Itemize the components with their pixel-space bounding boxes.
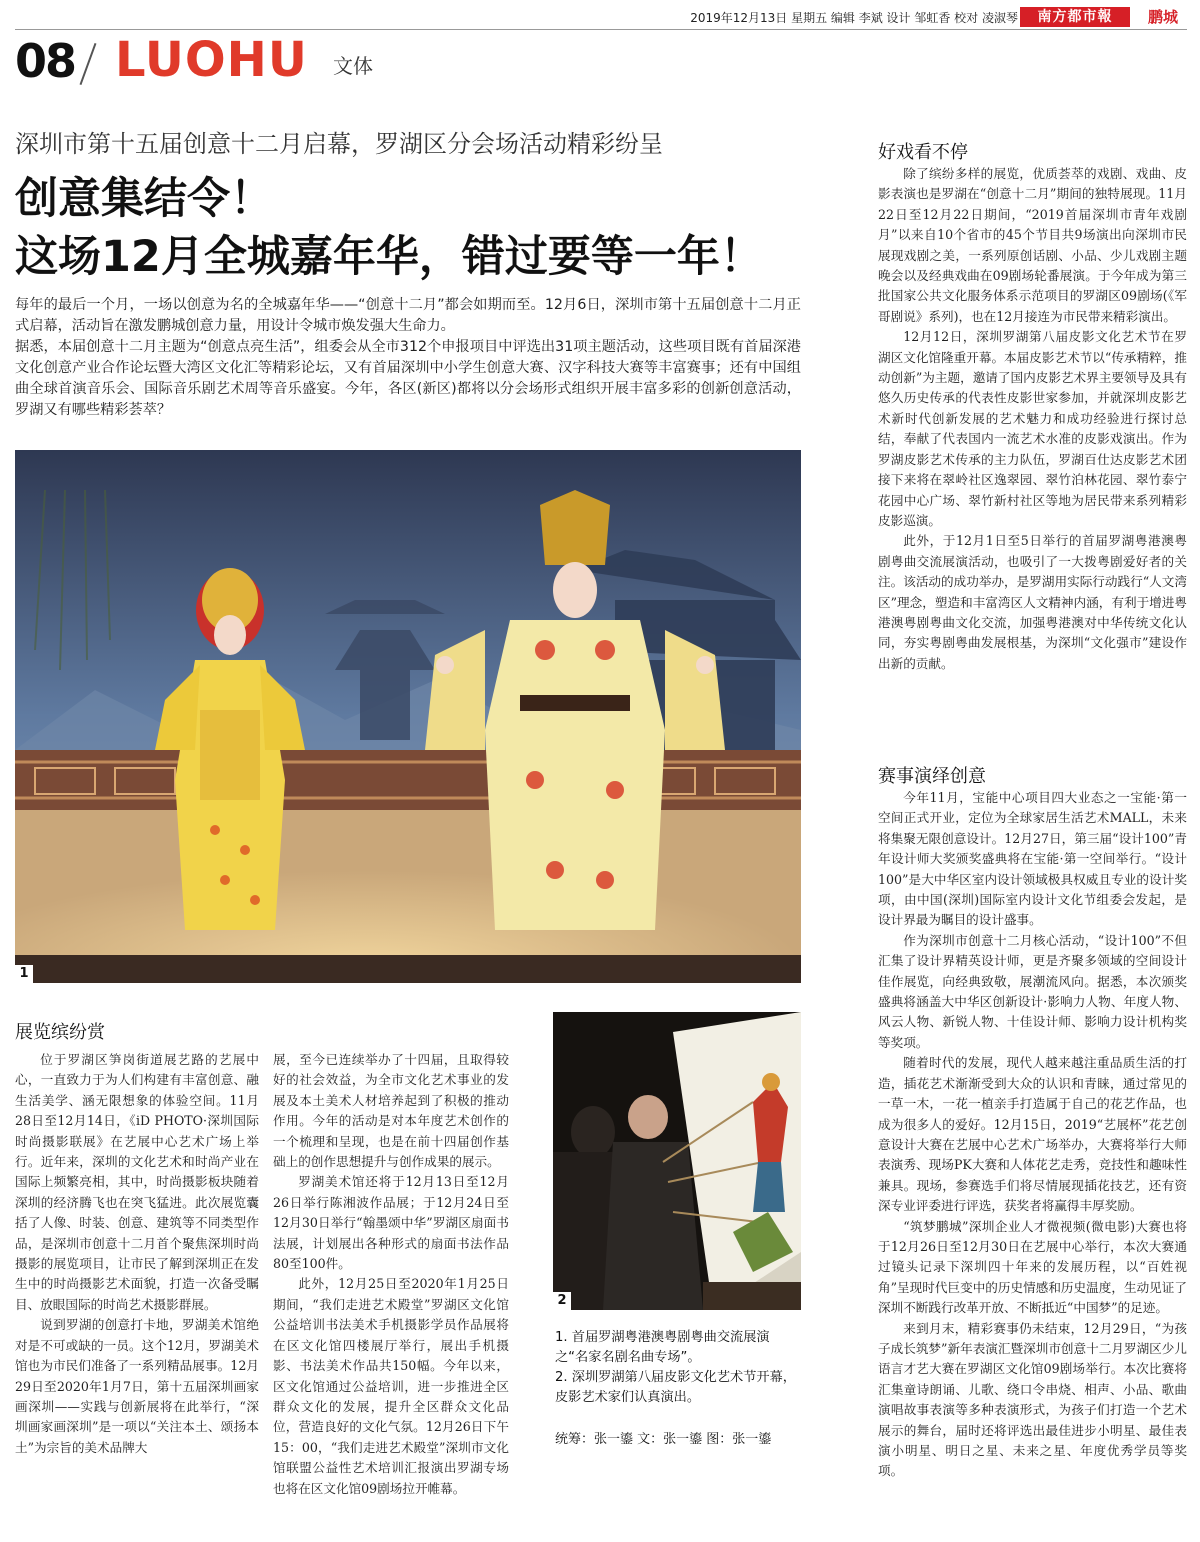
photo-captions [555,1328,801,1408]
headline-line-1: 创意集结令！ [15,174,273,224]
body-paragraph: 罗湖美术馆还将于12月13日至12月26日举行陈湘波作品展；于12月24日至12月30日举行“翰墨颂中华”罗湖区扇面书法展，计划展出各种形式的扇面书法作品80至100件。 [273,1174,509,1272]
section-topic: 文体 [333,54,373,78]
page-number: 08 [15,34,76,88]
exhibition-column-1 [15,1050,259,1458]
body-paragraph: 随着时代的发展，现代人越来越注重品质生活的打造，插花艺术渐渐受到大众的认识和青睐，通过常见的一草一木，一花一植亲手打造属于自己的花艺作品，也成为很多人的爱好。12月15日，2019“艺展杯”花艺创意设计大赛在艺展中心艺术广场举办，大赛将举行大师表演秀、现场PK大赛和人体花艺走秀，竞技性和趣味性兼具。现场，参赛选手们将尽情展现插花技艺，还有资深专业评委进行评选，获奖者将赢得丰厚奖励。 [878,1055,1187,1214]
top-bar [0,0,1200,30]
body-paragraph: 12月12日，深圳罗湖第八届皮影文化艺术节在罗湖区文化馆隆重开幕。本届皮影艺术节以“传承精粹，推动创新”为主题，邀请了国内皮影艺术界主要领导及具有悠久历史传承的代表性皮影世家参加，并就深圳皮影艺术新时代创新发展的艺术魅力和成功经验进行探讨总结，奉献了代表国内一流艺术水准的皮影戏演出。作为罗湖皮影艺术传承的主力队伍，罗湖百仕达皮影艺术团接下来将在翠岭社区逸翠园、翠竹泊林花园、翠竹泰宁花园中心广场、翠竹新村社区等地为居民带来系列精彩皮影巡演。 [878,329,1187,528]
body-paragraph: 位于罗湖区笋岗街道展艺路的艺展中心，一直致力于为人们构建有丰富创意、融生活美学、涵无限想象的体验空间。11月28日至12月14日，《iD PHOTO·深圳国际时尚摄影联展》在艺展中心艺术广场上举行。近年来，深圳的文化艺术和时尚产业在国际上频繁亮相，其中，时尚摄影板块随着深圳的经济腾飞也在突飞猛进。此次展览囊括了人像、时装、创意、建筑等不同类型作品，是深圳市创意十二月首个聚焦深圳时尚摄影的展览项目，让市民了解到深圳正在发生中的时尚摄影艺术面貌，打造一次备受瞩目、放眼国际的时尚艺术摄影群展。 [15,1052,259,1312]
body-paragraph: 展，至今已连续举办了十四届，且取得较好的社会效益，为全市文化艺术事业的发展及本土美术人材培养起到了积极的推动作用。今年的活动是对本年度艺术创作的一个梳理和呈现，也是在前十四届创作基础上的创作思想提升与创作成果的展示。 [273,1052,509,1170]
issue-meta: 2019年12月13日 星期五 编辑 李斌 设计 邹虹香 校对 凌淑琴 [690,11,1018,25]
body-paragraph: 说到罗湖的创意打卡地，罗湖美术馆绝对是不可或缺的一员。这个12月，罗湖美术馆也为市民们准备了一系列精品展事。12月29日至2020年1月7日，第十五届深圳画家画深圳——实践与创新展将在此举行，“深圳画家画深圳”是一项以“关注本土、颂扬本土”为宗旨的美术品牌大 [15,1317,259,1455]
caption-1: 1. 首届罗湖粤港澳粤剧粤曲交流展演之“名家名剧名曲专场”。 [555,1330,770,1365]
supplement-logo: 鹏城 [1147,8,1178,26]
body-paragraph: 此外，于12月1日至5日举行的首届罗湖粤港澳粤剧粤曲交流展演活动，也吸引了一大拨粤剧爱好者的关注。该活动的成功举办，是罗湖用实际行动践行“人文湾区”理念，塑造和丰富湾区人文精神内涵，有利于增进粤港澳粤剧粤曲文化交流，加强粤港澳对中华传统文化认同，夯实粤剧粤曲发展根基，为深圳“文化强市”建设作出新的贡献。 [878,533,1187,671]
lead-paragraph: 据悉，本届创意十二月主题为“创意点亮生活”，组委会从全市312个申报项目中评选出31项主题活动，这些项目既有首届深港文化创意产业合作论坛暨大湾区文化汇等精彩论坛，又有首届深圳中小学生创意大赛、汉字科技大赛等丰富赛事；还有中国组曲全球首演音乐会、国际音乐剧艺术周等音乐盛宴。今年，各区(新区)都将以分会场形式组织开展丰富多彩的创新创意活动，罗湖又有哪些精彩荟萃？ [15,339,801,418]
section-title-contests: 赛事演绎创意 [878,766,986,787]
photo-number-tag: 2 [553,1292,571,1310]
shadow-puppet-photo [553,1012,801,1310]
exhibition-column-2 [273,1050,509,1499]
article-credits: 统筹：张一鎏 文：张一鎏 图：张一鎏 [555,1432,772,1447]
article-lead [15,295,801,421]
shows-column [878,164,1187,674]
lead-paragraph: 每年的最后一个月，一场以创意为名的全城嘉年华——“创意十二月”都会如期而至。12月6日，深圳市第十五届创意十二月正式启幕，活动旨在激发鹏城创意力量，用设计令城市焕发强大生命力。 [15,297,801,334]
article-headline [15,170,815,286]
newspaper-logo: 南方都市報 [1020,7,1130,27]
section-name: LUOHU [115,32,308,88]
body-paragraph: 除了缤纷多样的展览，优质荟萃的戏剧、戏曲、皮影表演也是罗湖在“创意十二月”期间的独特展现。11月22日至12月22日期间，“2019首届深圳市青年戏剧月”以来自10个省市的45个节目共9场演出向深圳市民展现戏剧之美，一系列原创话剧、小品、少儿戏剧主题晚会以及经典戏曲在09剧场轮番展演。于今年成为第三批国家公共文化服务体系示范项目的罗湖区09剧场(《军哥剧说》系列)，也在12月接连为市民带来精彩演出。 [878,166,1187,324]
section-title-exhibition: 展览缤纷赏 [15,1022,105,1043]
headline-line-2: 这场12月全城嘉年华，错过要等一年！ [15,232,763,282]
top-rule [15,29,1187,30]
header-slash [80,43,97,85]
photo-number-tag: 1 [15,965,33,983]
article-subtitle: 深圳市第十五届创意十二月启幕，罗湖区分会场活动精彩纷呈 [15,130,663,158]
opera-stage-illustration [15,450,801,983]
caption-2: 2. 深圳罗湖第八届皮影文化艺术节开幕，皮影艺术家们认真演出。 [555,1370,796,1405]
body-paragraph: 今年11月，宝能中心项目四大业态之一宝能·第一空间正式开业，定位为全球家居生活艺术MALL，未来将集聚无限创意设计。12月27日，第三届“设计100”青年设计师大奖颁奖盛典将在宝能·第一空间举行。“设计100”是大中华区室内设计领域极具权威且专业的设计奖项，由中国(深圳)国际室内设计文化节组委会发起，是设计界最为瞩目的设计盛事。 [878,790,1187,928]
body-paragraph: 来到月末，精彩赛事仍未结束，12月29日，“为孩子成长筑梦”新年表演汇暨深圳市创意十二月罗湖区少儿语言才艺大赛在罗湖区文化馆09剧场举行。本次比赛将汇集童诗朗诵、儿歌、绕口令串烧、相声、小品、歌曲演唱故事表演等多种表演形式，为孩子们打造一个艺术展示的舞台，届时还将评选出最佳进步小明星、最佳表演小明星、明日之星、未来之星、年度优秀学员等奖项。 [878,1320,1187,1479]
contests-column [878,788,1187,1482]
body-paragraph: “筑梦鹏城”深圳企业人才微视频(微电影)大赛也将于12月26日至12月30日在艺展中心举行，本次大赛通过镜头记录下深圳四十年来的发展历程，以“百姓视角”呈现时代巨变中的历史情感和历史温度，生动见证了深圳不断践行改革开放、不断抵近“中国梦”的足迹。 [878,1218,1187,1316]
shadow-puppet-illustration [553,1012,801,1310]
page-header [15,34,615,94]
body-paragraph: 作为深圳市创意十二月核心活动，“设计100”不但汇集了设计界精英设计师，更是齐聚多领域的空间设计佳作展览，向经典致敬，展潮流风向。据悉，本次颁奖盛典将涵盖大中华区创新设计·影响力人物、年度人物、风云人物、新锐人物、十佳设计师、影响力设计机构奖等奖项。 [878,932,1187,1050]
body-paragraph: 此外，12月25日至2020年1月25日期间，“我们走进艺术殿堂”罗湖区文化馆公益培训书法美术手机摄影学员作品展将在区文化馆四楼展厅举行，展出手机摄影、书法美术作品共150幅。今年以来，区文化馆通过公益培训，进一步推进全区群众文化的发展，提升全区群众文化品位，营造良好的文化气氛。12月26日下午15：00，“我们走进艺术殿堂”深圳市文化馆联盟公益性艺术培训汇报演出罗湖专场也将在区文化馆09剧场拉开帷幕。 [273,1276,509,1496]
opera-stage-photo [15,450,801,983]
section-title-shows: 好戏看不停 [878,142,968,163]
